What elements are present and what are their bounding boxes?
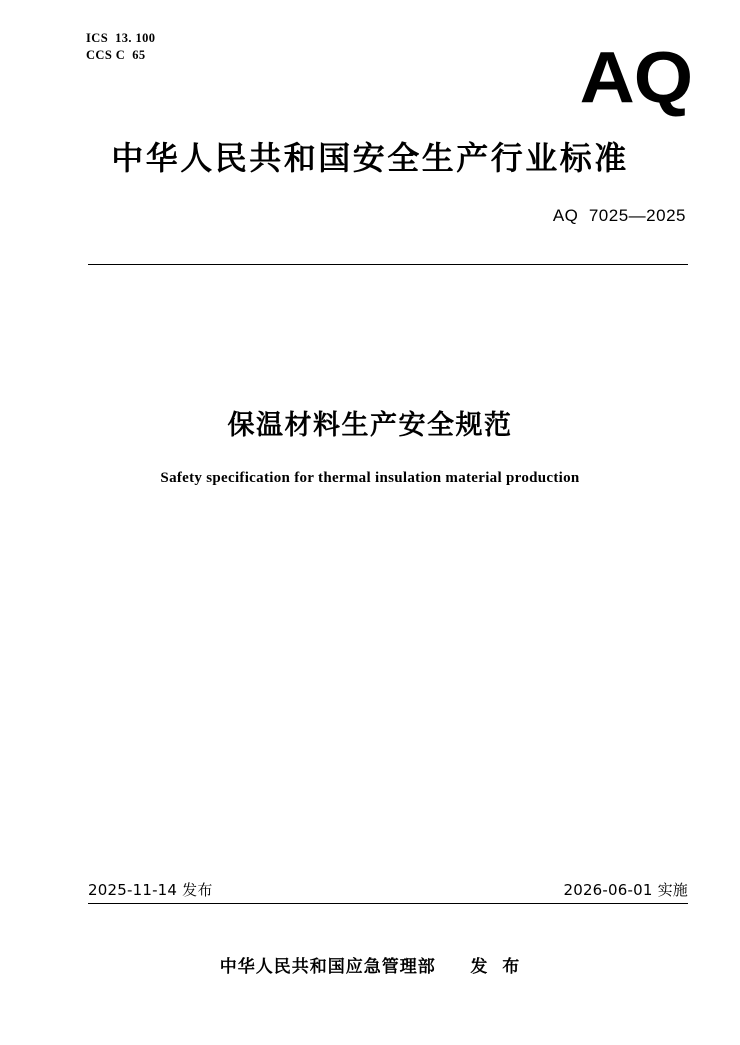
standard-number: AQ 7025—2025 <box>552 206 686 225</box>
classification-block <box>86 30 155 63</box>
ccs-code: CCS C 65 <box>86 47 146 62</box>
issue-date: 2025-11-14 发布 <box>88 881 213 899</box>
document-title-en: Safety specification for thermal insulation material production <box>160 470 580 486</box>
ics-code: ICS 13. 100 <box>86 31 156 45</box>
aq-logo: AQ <box>579 38 692 118</box>
document-title-zh: 保温材料生产安全规范 <box>227 410 513 441</box>
footer-divider <box>88 903 688 904</box>
standard-series-title: 中华人民共和国安全生产行业标准 <box>111 139 629 177</box>
header-divider <box>88 264 688 265</box>
publisher-name: 中华人民共和国应急管理部 发 布 <box>219 957 521 977</box>
effective-date: 2026-06-01 实施 <box>563 881 688 899</box>
